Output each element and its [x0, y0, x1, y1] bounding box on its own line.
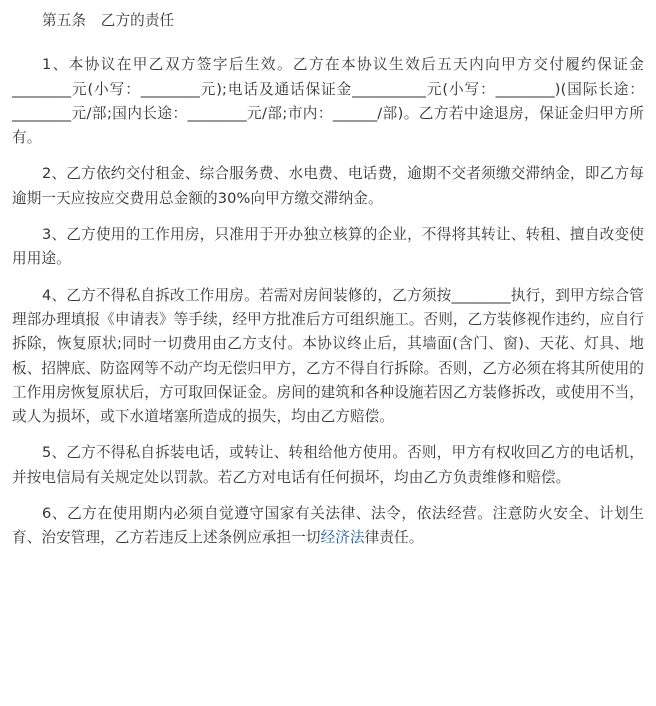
clause-5: 5、乙方不得私自拆装电话，或转让、转租给他方使用。否则，甲方有权收回乙方的电话机，并按电信局有关规定处以罚款。若乙方对电话有任何损坏，均由乙方负责维修和赔偿。 [12, 444, 644, 486]
clause-6 [12, 502, 644, 551]
article-heading: 第五条 乙方的责任 [42, 12, 175, 29]
clause-3: 3、乙方使用的工作用房，只准用于开办独立核算的企业，不得将其转让、转租、擅自改变使用用途。 [12, 226, 644, 268]
economic-law-link[interactable]: 经济法 [320, 529, 365, 547]
document [0, 9, 656, 706]
clause-2: 2、乙方依约交付租金、综合服务费、水电费、电话费，逾期不交者须缴交滞纳金，即乙方每逾期一天应按应交费用总金额的30%向甲方缴交滞纳金。 [12, 165, 644, 207]
clause-6-text-after: 律责任。 [364, 529, 424, 547]
clause-6-text-before: 6、乙方在使用期内必须自觉遵守国家有关法律、法令，依法经营。注意防火安全、计划生育、治安管理，乙方若违反上述条例应承担一切 [12, 505, 644, 547]
clause-4: 4、乙方不得私自拆改工作用房。若需对房间装修的，乙方须按________执行，到甲方综合管理部办理填报《申请表》等手续，经甲方批准后方可组织施工。否则，乙方装修视作违约，应自行拆除，恢复原状;同时一切费用由乙方支付。本协议终止后，其墙面(含门、窗)、天花、灯具、地板、招牌底、防盗网等不动产均无偿归甲方，乙方不得自行拆除。否则，乙方必须在将其所使用的工作用房恢复原状后，方可取回保证金。房间的建筑和各种设施若因乙方装修拆改，或使用不当，或人为损坏，或下水道堵塞所造成的损失，均由乙方赔偿。 [12, 286, 644, 426]
clause-1: 1、本协议在甲乙双方签字后生效。乙方在本协议生效后五天内向甲方交付履约保证金________元(小写：________元);电话及通话保证金__________元(小写：________)(国际长途：________元/部;国内长途：________元/部;市内：______/部)。乙方若中途退房，保证金归甲方所有。 [12, 56, 644, 147]
